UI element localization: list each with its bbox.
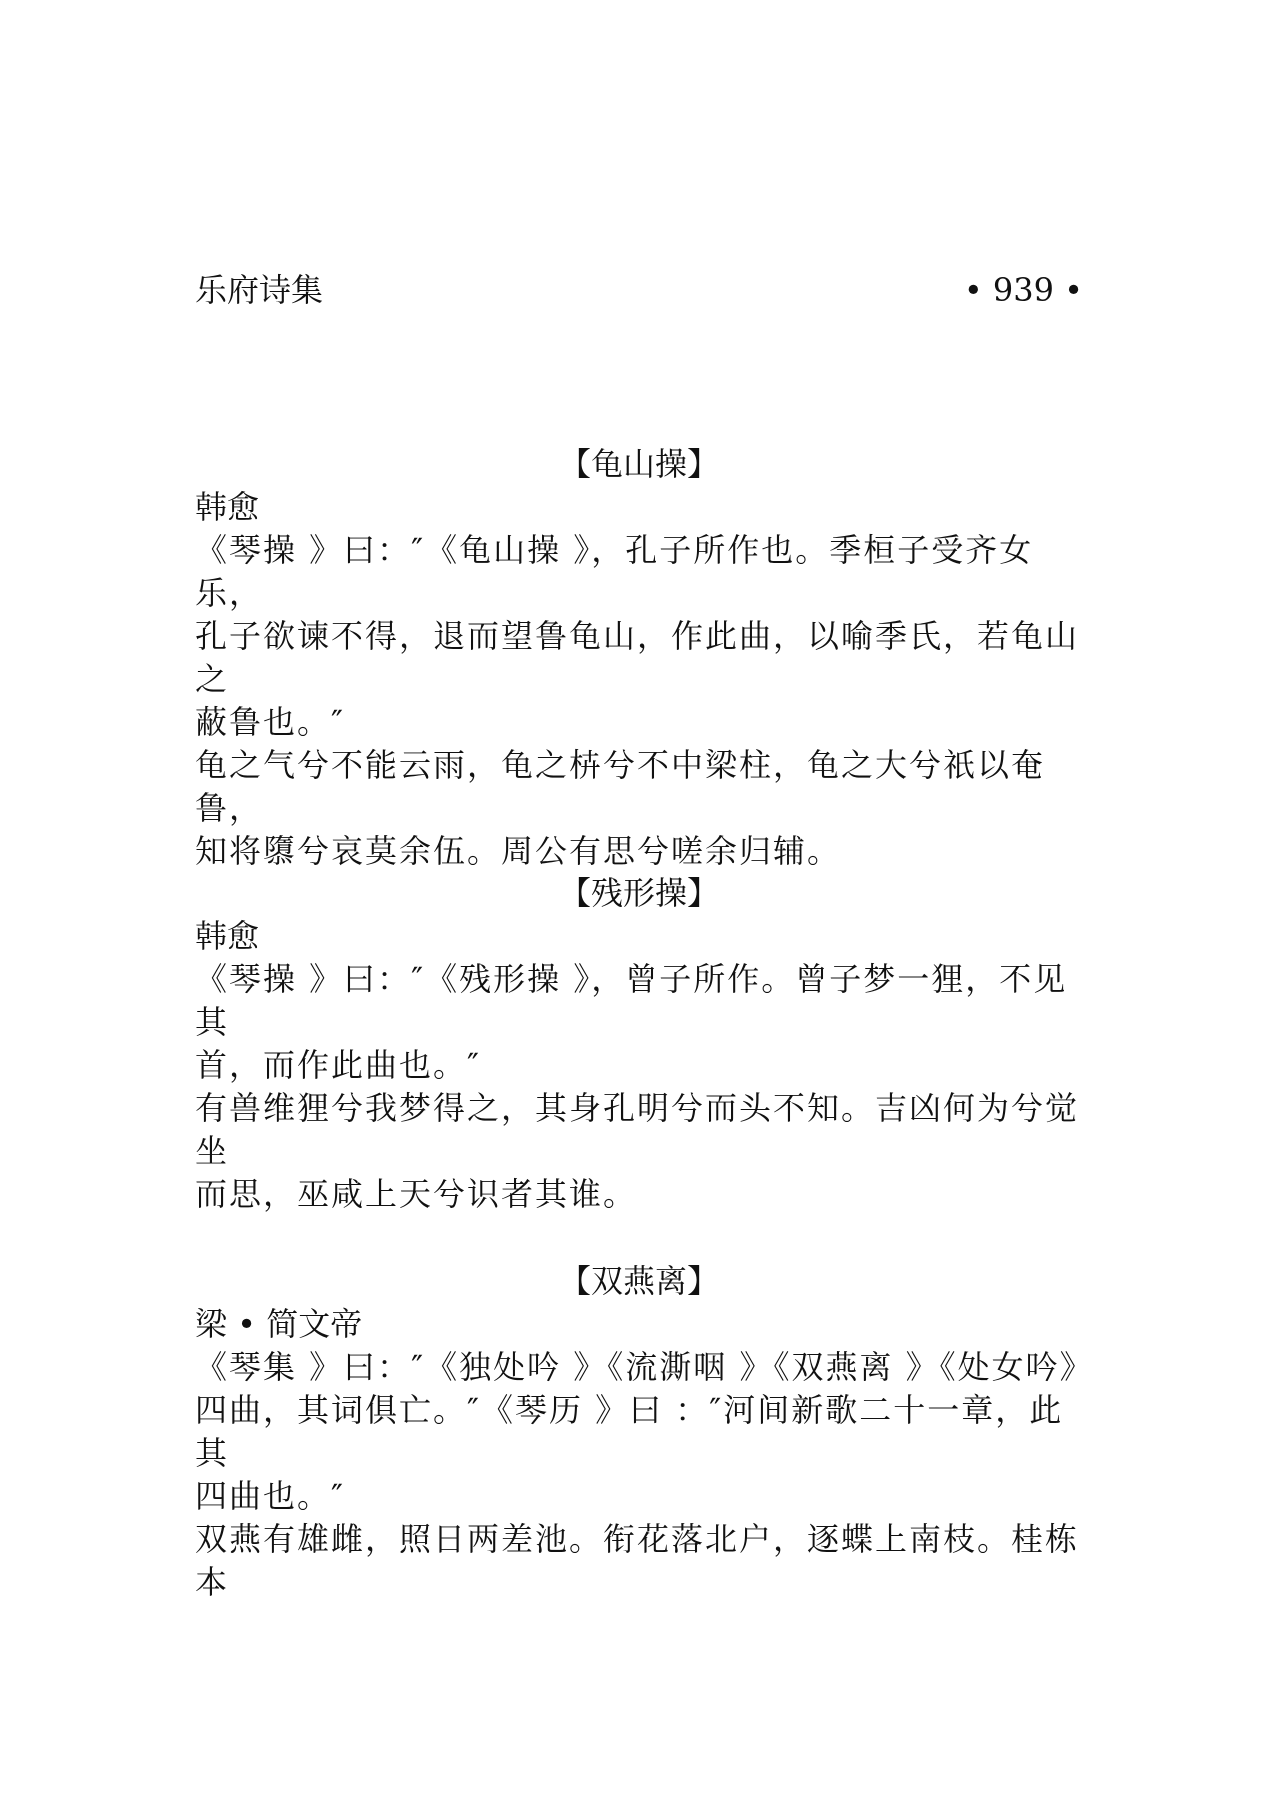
section-title: 【残形操】 — [558, 874, 719, 912]
section-title: 【双燕离】 — [558, 1262, 719, 1300]
author: 梁 • 简文帝 — [195, 1305, 363, 1343]
section-title: 【龟山操】 — [558, 445, 719, 483]
author: 韩愈 — [195, 488, 260, 526]
book-title: 乐府诗集 — [195, 271, 324, 309]
poem-section — [195, 1260, 1095, 1604]
poem-text: 双燕有雄雌，照日两差池。衔花落北户，逐蝶上南枝。桂栋本 — [195, 1520, 1080, 1601]
author: 韩愈 — [195, 917, 260, 955]
poem-section — [195, 872, 1095, 1216]
poem-text: 龟之气兮不能云雨，龟之枿兮不中梁柱，龟之大兮祇以奄鲁， 知将隳兮哀莫余伍。周公有思兮嗟余归辅。 — [195, 746, 1046, 870]
intro-text: 《琴操 》曰：″《残形操 》，曾子所作。曾子梦一狸，不见其 首，而作此曲也。″ — [195, 960, 1068, 1084]
page-header — [195, 268, 1083, 312]
intro-text: 《琴集 》曰：″《独处吟 》《流澌咽 》《双燕离 》《处女吟》 四曲，其词俱亡。″《琴历 》曰 ：″河间新歌二十一章，此其 四曲也。″ — [195, 1348, 1094, 1515]
intro-text: 《琴操 》曰：″《龟山操 》，孔子所作也。季桓子受齐女乐， 孔子欲谏不得，退而望鲁龟山，作此曲，以喻季氏，若龟山之 蔽鲁也。″ — [195, 531, 1080, 741]
page-number: • 939 • — [963, 271, 1083, 309]
poem-text: 有兽维狸兮我梦得之，其身孔明兮而头不知。吉凶何为兮觉坐 而思，巫咸上天兮识者其谁。 — [195, 1089, 1080, 1213]
poem-section — [195, 443, 1095, 873]
